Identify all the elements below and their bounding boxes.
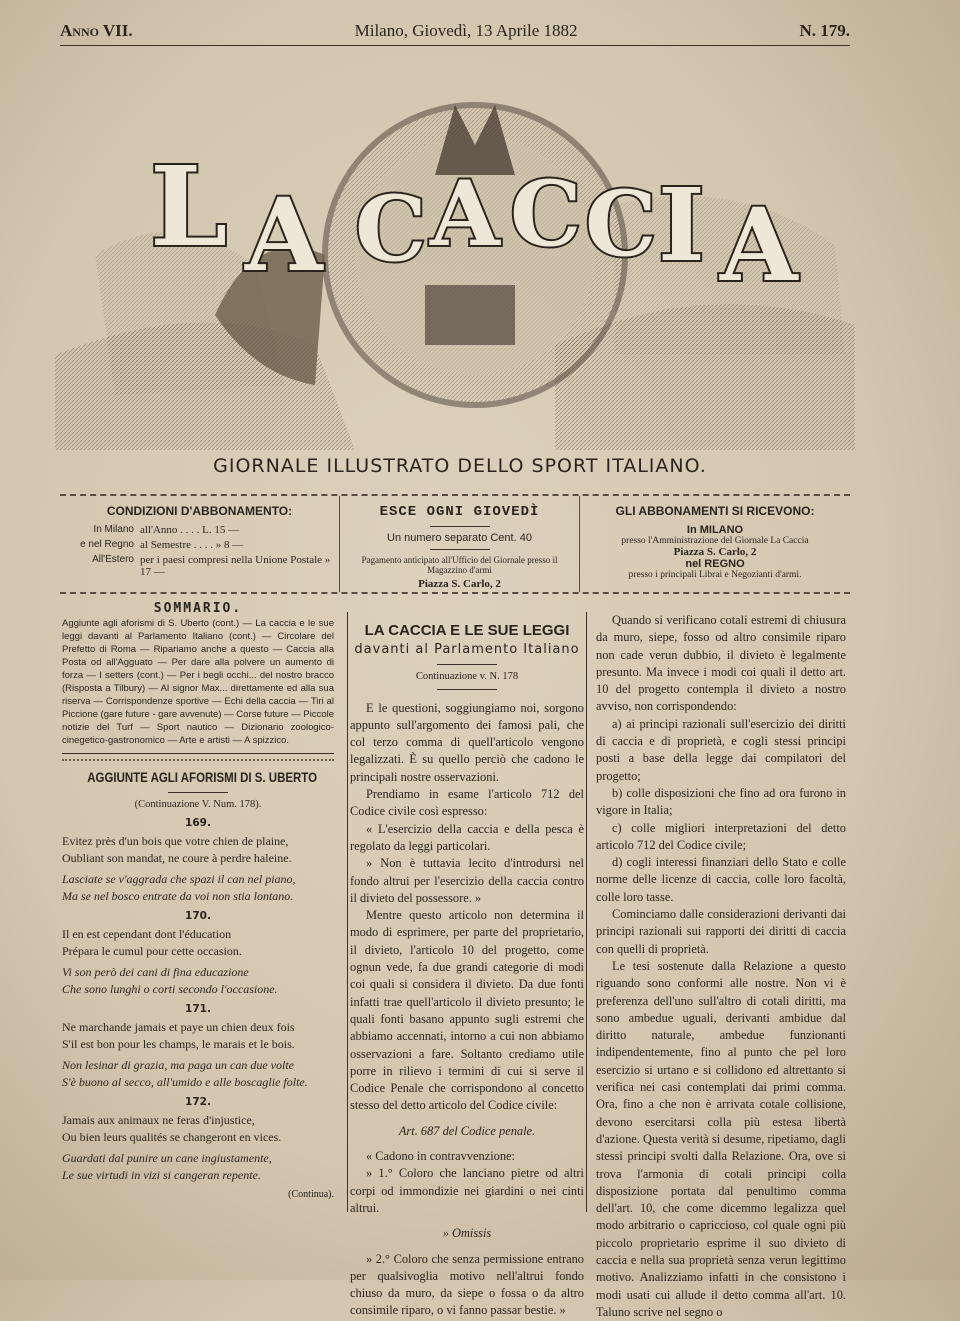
milano-label: In MILANO [686, 524, 744, 536]
svg-text:C: C [510, 161, 582, 267]
subscription-box [60, 494, 850, 594]
column-right [596, 612, 846, 1321]
weekly-title: ESCE OGNI GIOVEDÌ [379, 504, 540, 520]
article-subheading: Art. 687 del Codice penale. [398, 1123, 536, 1138]
verse-french: Evitez près d'un bois que votre chien de plaine, Oubliant son mandat, ne coure à perdre haleine. [62, 834, 292, 865]
row-price: all'Anno . . . . L. 15 — [140, 524, 240, 536]
regno-label: nel REGNO [685, 558, 745, 570]
aforisma-number: 171. [185, 1003, 211, 1015]
paragraph: Prendiamo in esame l'articolo 712 del Codice civile così espresso: [350, 787, 584, 819]
aforisma-number: 170. [185, 910, 211, 922]
verse-italian: Guardati dal punire un cane ingiustamente, Le sue virtudi in vizi si cangeran repente. [62, 1151, 272, 1182]
row-price: per i paesi compresi nella Unione Postale » 17 — [140, 554, 331, 578]
paragraph: » Non è tuttavia lecito d'introdursi nel fondo altrui per l'esercizio della caccia contro il divieto del possessore. » [350, 856, 584, 905]
issue-number: N. 179. [799, 21, 850, 40]
svg-text:A: A [245, 176, 323, 294]
verse-italian: Vi son però dei cani di fina educazione Che sono lunghi o corti secondo l'occasione. [62, 965, 278, 996]
paragraph: « Cadono in contravvenzione: [366, 1149, 515, 1164]
milano-address: Piazza S. Carlo, 2 [673, 546, 757, 558]
row-label: e nel Regno [80, 539, 134, 550]
weekly-address: Piazza S. Carlo, 2 [418, 578, 501, 590]
paragraph: Quando si verificano cotali estremi di chiusura da muro, siepe, fosso od altro consimile riparo non cade verun dubbio, il divieto è legalmente presunto. Ma invece i modi coi quali il detto art. 10 del progetto contempla il divieto a nostro avviso, non corrispondendo: [596, 613, 846, 714]
article-note: Continuazione v. N. 178 [415, 670, 519, 682]
verse-french: Il en est cependant dont l'éducation Prépara le cumul pour cette occasion. [62, 927, 242, 958]
verse-italian: Non lesinar di grazia, ma paga un can due volte S'è buono al secco, all'umido e alle boscaglie folte. [62, 1058, 308, 1089]
column-left [62, 600, 334, 1201]
subscription-offices [580, 496, 850, 592]
paragraph: Le tesi sostenute dalla Relazione a questo riguando sono conformi alle nostre. Non vi è preferenza dell'uno sull'altro di cotali diritti, ma sono ambedue uguali, derivanti ambidue dal diritto naturale, ambedue funzionanti indipendentemente, fino al punto che pel loro esercizio si urtano e si collidono ed altrettanto si verifica nei casi contemplati dai primi comma. Ora, fino a che non è arrivata cotale collisione, devono esercitarsi colla più estesa libertà d'azione. Questa verità si desume, ripetiamo, dagli stessi principi svolti dalla Relazione. Ora, ove si trova l'armonia di cotali principi colla disposizione portata dal penultimo comma dell'art. 10, che come dicemmo legalizza quel modo arbitrario o capriccioso, col quale ogni più piccolo proprietario esprime il suo divieto di caccia e nella sua proprietà senza verun legittimo motivo. Analizziamo infatti in che consistono i modi usati cui allude il detto comma all'art. 10. Taluno scrive nel segno o [596, 958, 846, 1319]
paragraph: Cominciamo dalle considerazioni derivanti dai principi razionali sui rapporti dei diritti di caccia con quelli di proprietà. [596, 907, 846, 956]
issue-year: Anno VII. [60, 21, 133, 40]
aforismi-note: (Continuazione V. Num. 178). [134, 799, 262, 810]
payment-note: Pagamento anticipato all'Ufficio del Giornale presso il Magazzino d'armi [361, 555, 558, 575]
paragraph: » 2.° Coloro che senza permissione entrano per qualsivoglia motivo nell'altrui fondo chiuso da muro, da siepe o fossa o da altro consimile riparo, o vi fanno passar bestie. » [350, 1251, 584, 1318]
milano-text: presso l'Amministrazione del Giornale La Caccia [621, 536, 809, 546]
weekly-info [340, 496, 580, 592]
aforisma-number: 172. [185, 1096, 211, 1108]
aforisma [62, 816, 334, 904]
row-price: al Semestre . . . . » 8 — [140, 539, 244, 551]
omissis: » Omissis [442, 1226, 492, 1241]
verse-french: Ne marchande jamais et paye un chien deux fois S'il est bon pour les champs, le marais et le bois. [62, 1020, 295, 1051]
aforisma-number: 169. [185, 817, 211, 829]
offices-title: GLI ABBONAMENTI SI RICEVONO: [615, 504, 815, 518]
svg-text:A: A [720, 186, 798, 304]
paragraph: Mentre questo articolo non determina il modo di esprimere, per parte del proprietario, il divieto, l'articolo 10 del progetto, come ognun vede, fa due grandi categorie di modi coi quali si considera il divieto. Da due fonti infatti trae quell'articolo il divieto presunto; le quali fonti basano appunto sugli estremi che abbiamo accennati, intorno a cui non abbiamo osservazioni a fare. Soltanto crediamo utile porre in rilievo i termini di cui si serve il Codice Penale che corrispondono al concetto stesso del detto articolo del Codice civile: [350, 908, 584, 1113]
aforismi-list [62, 816, 334, 1183]
row-label: All'Estero [92, 554, 134, 565]
article-title: LA CACCIA E LE SUE LEGGI [364, 622, 570, 639]
conditions-title: CONDIZIONI D'ABBONAMENTO: [106, 504, 293, 518]
continua-note: (Continua). [288, 1189, 334, 1200]
verse-italian: Lasciate se v'aggrada che spazi il can nel piano, Ma se nel bosco entrate da voi non stia lontano. [62, 872, 296, 903]
svg-text:C: C [585, 171, 657, 277]
paragraph: d) cogli interessi finanziari dello Stato e colle norme delle licenze di caccia, colle loro facoltà, colle loro tasse. [596, 855, 846, 904]
sommario-title: SOMMARIO. [153, 601, 243, 616]
paragraph: » 1.° Coloro che lanciano pietre od altri corpi od immondizie nei giardini o nei cinti altrui. [350, 1166, 584, 1215]
issue-date: Milano, Giovedì, 13 Aprile 1882 [354, 21, 578, 40]
regno-text: presso i principali Librai e Negozianti d'armi. [628, 570, 802, 580]
svg-text:L: L [150, 142, 228, 271]
aforisma [62, 1095, 334, 1183]
paragraph: E le questioni, soggiungiamo noi, sorgono appunto sull'argomento dei famosi pali, che col terzo comma di quell'articolo vengono legalizzati. È su quello perciò che cadono le principali nostre osservazioni. [350, 700, 584, 784]
aforisma [62, 909, 334, 997]
aforismi-title: AGGIUNTE AGLI AFORISMI DI S. UBERTO [87, 769, 318, 785]
aforisma [62, 1002, 334, 1090]
svg-text:C: C [355, 176, 427, 282]
masthead-subtitle: GIORNALE ILLUSTRATO DELLO SPORT ITALIANO. [213, 455, 707, 477]
sommario-text: Aggiunte agli aforismi di S. Uberto (cont.) — La caccia e le sue leggi davanti al Parlamento Italiano (cont.) — Circolare del Prefetto di Roma — Ripariamo anche a questo — Caccia alla Posta od all'Agguato — Per dare alla polvere un aumento di forza — I setters (cont.) — Per i begli occhi... del nostro bracco (Risposta a Tilbury) — Al signor Max... direttamente ed alla sua riserva — Corrispondenze sportive — Echi della caccia — Tiri al Piccione (gare future - gare avvenute) — Corse future — Piccole notizie del Turf — Sport nautico — Dizionario zoologico-cinegetico-gastronomico — Arte e artisti — A spizzico. [62, 617, 334, 754]
divider [62, 756, 334, 761]
paragraph: c) colle migliori interpretazioni del detto articolo 712 del Codice civile; [596, 820, 846, 852]
svg-text:A: A [430, 161, 500, 267]
issue-header [60, 18, 850, 46]
paragraph: a) ai principi razionali sull'esercizio dei diritti di caccia e di proprietà, e cogli stessi principi posti a base della legge dai compilatori del progetto; [596, 716, 846, 783]
single-issue-price: Un numero separato Cent. 40 [387, 532, 532, 544]
subscription-conditions [60, 496, 340, 592]
column-middle [347, 612, 587, 1318]
paragraph: b) colle disposizioni che fino ad ora furono in vigore in Italia; [596, 785, 846, 818]
verse-french: Jamais aux animaux ne feras d'injustice, Ou bien leurs qualités se changeront en vices. [62, 1113, 282, 1144]
row-label: In Milano [93, 524, 134, 535]
svg-text:I: I [658, 166, 705, 284]
masthead-illustration [55, 55, 855, 450]
paragraph: « L'esercizio della caccia e della pesca è regolato da leggi particolari. [350, 821, 584, 853]
article-subtitle: davanti al Parlamento Italiano [354, 642, 580, 658]
